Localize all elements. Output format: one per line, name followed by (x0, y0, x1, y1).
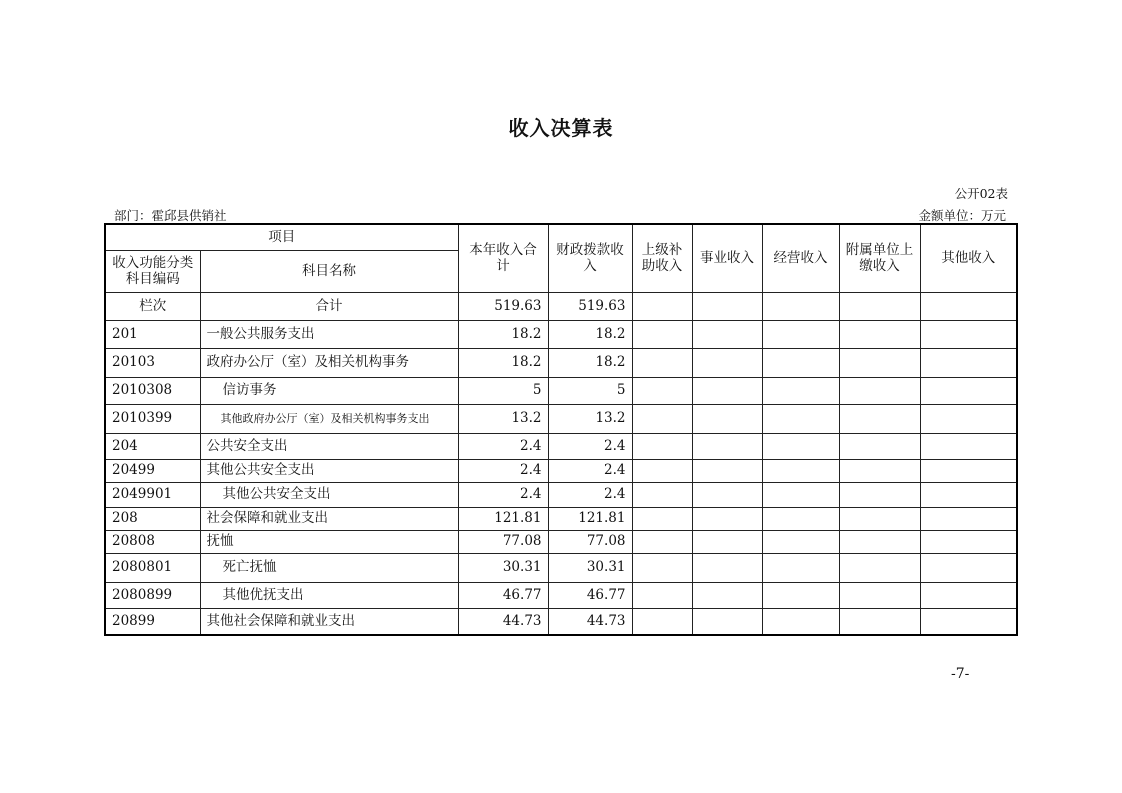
row-fiscal: 2.4 (548, 459, 632, 482)
row-name: 其他公共安全支出 (200, 482, 458, 507)
table-row (105, 582, 1017, 608)
amount-unit-label: 金额单位：万元 (918, 208, 1006, 223)
income-settlement-table (104, 223, 1018, 636)
table-row (105, 348, 1017, 377)
row-fiscal: 44.73 (548, 608, 632, 635)
header-item: 项目 (105, 224, 458, 250)
row-fiscal: 30.31 (548, 553, 632, 582)
row-fiscal: 13.2 (548, 404, 632, 433)
table-row (105, 530, 1017, 553)
table-row (105, 433, 1017, 459)
sum-name: 合计 (200, 292, 458, 320)
row-code: 20499 (105, 459, 200, 482)
table-row (105, 608, 1017, 635)
header-fiscal: 财政拨款收入 (548, 224, 632, 292)
header-business: 事业收入 (692, 224, 762, 292)
header-other: 其他收入 (920, 224, 1017, 292)
sum-row (105, 292, 1017, 320)
row-name: 其他政府办公厅（室）及相关机构事务支出 (200, 404, 458, 433)
row-name: 公共安全支出 (200, 433, 458, 459)
row-name: 其他社会保障和就业支出 (200, 608, 458, 635)
sum-fiscal: 519.63 (548, 292, 632, 320)
table-row (105, 404, 1017, 433)
row-name: 社会保障和就业支出 (200, 507, 458, 530)
row-fiscal: 77.08 (548, 530, 632, 553)
table-row (105, 320, 1017, 348)
row-fiscal: 2.4 (548, 482, 632, 507)
header-superior: 上级补助收入 (632, 224, 692, 292)
page-number: -7- (951, 666, 970, 682)
row-total: 44.73 (458, 608, 548, 635)
row-fiscal: 2.4 (548, 433, 632, 459)
row-code: 2010399 (105, 404, 200, 433)
row-name: 其他公共安全支出 (200, 459, 458, 482)
row-code: 20808 (105, 530, 200, 553)
row-code: 201 (105, 320, 200, 348)
row-code: 2049901 (105, 482, 200, 507)
sum-total: 519.63 (458, 292, 548, 320)
row-code: 20899 (105, 608, 200, 635)
header-code: 收入功能分类科目编码 (105, 250, 200, 292)
table-row (105, 482, 1017, 507)
row-fiscal: 5 (548, 377, 632, 404)
row-total: 18.2 (458, 320, 548, 348)
row-fiscal: 18.2 (548, 348, 632, 377)
row-total: 2.4 (458, 482, 548, 507)
row-fiscal: 46.77 (548, 582, 632, 608)
row-total: 77.08 (458, 530, 548, 553)
row-code: 2080801 (105, 553, 200, 582)
row-total: 2.4 (458, 459, 548, 482)
form-number: 公开02表 (954, 186, 1008, 201)
row-fiscal: 121.81 (548, 507, 632, 530)
row-name: 一般公共服务支出 (200, 320, 458, 348)
table-row (105, 377, 1017, 404)
header-operating: 经营收入 (762, 224, 839, 292)
sum-label: 栏次 (105, 292, 200, 320)
row-total: 46.77 (458, 582, 548, 608)
page-title: 收入决算表 (508, 116, 614, 140)
row-code: 2080899 (105, 582, 200, 608)
department-label: 部门：霍邱县供销社 (114, 208, 227, 223)
row-total: 18.2 (458, 348, 548, 377)
row-code: 208 (105, 507, 200, 530)
header-total: 本年收入合计 (458, 224, 548, 292)
row-total: 2.4 (458, 433, 548, 459)
header-name: 科目名称 (200, 250, 458, 292)
row-code: 20103 (105, 348, 200, 377)
row-fiscal: 18.2 (548, 320, 632, 348)
row-total: 121.81 (458, 507, 548, 530)
header-affiliated: 附属单位上缴收入 (839, 224, 920, 292)
row-code: 2010308 (105, 377, 200, 404)
table-row (105, 553, 1017, 582)
table-row (105, 459, 1017, 482)
row-total: 30.31 (458, 553, 548, 582)
row-name: 死亡抚恤 (200, 553, 458, 582)
row-name: 信访事务 (200, 377, 458, 404)
table-row (105, 507, 1017, 530)
row-total: 13.2 (458, 404, 548, 433)
row-name: 抚恤 (200, 530, 458, 553)
row-name: 政府办公厅（室）及相关机构事务 (200, 348, 458, 377)
row-code: 204 (105, 433, 200, 459)
row-total: 5 (458, 377, 548, 404)
row-name: 其他优抚支出 (200, 582, 458, 608)
